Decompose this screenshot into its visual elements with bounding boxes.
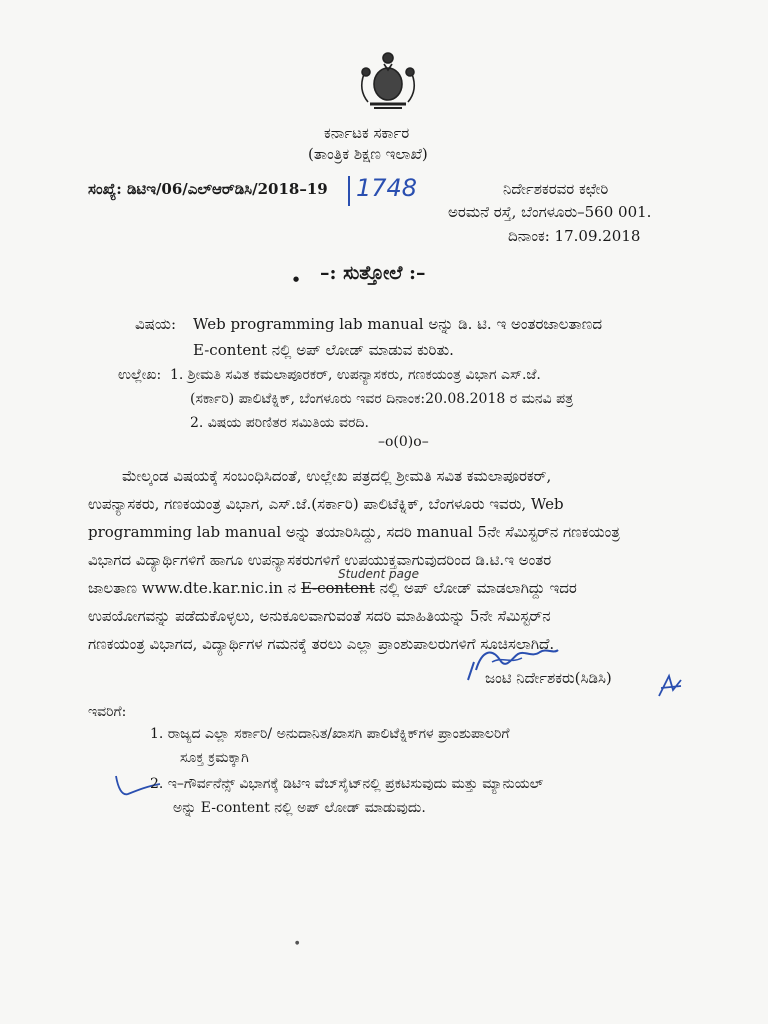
- reference-item-2: 2. ವಿಷಯ ಪರಿಣಿತರ ಸಮಿತಿಯ ವರದಿ.: [190, 415, 369, 431]
- department-name: (ತಾಂತ್ರಿಕ ಶಿಕ್ಷಣ ಇಲಾಖೆ): [308, 145, 428, 163]
- recipient-2a: 2. ಇ–ಗೌರ್ವನೆನ್ಸ್ ವಿಭಾಗಕ್ಕೆ ಡಿಟಿಇ ವೆಬ್‌ಸೈಟ್‌ನಲ್ಲಿ ಪ್ರಕಟಿಸುವುದು ಮತ್ತು ಮ್ಯಾನುಯಲ್: [150, 776, 544, 792]
- handwritten-insert: Student page: [338, 567, 420, 581]
- subject-label: ವಿಷಯ:: [135, 315, 176, 333]
- issue-date: ದಿನಾಂಕ: 17.09.2018: [508, 227, 641, 245]
- subject-line-2: E-content ನಲ್ಲಿ ಅಪ್ ಲೋಡ್ ಮಾಡುವ ಕುರಿತು.: [193, 341, 454, 359]
- body-line-1: ಮೇಲ್ಕಂಡ ವಿಷಯಕ್ಕೆ ಸಂಬಂಧಿಸಿದಂತೆ, ಉಲ್ಲೇಖ ಪತ್ರದಲ್ಲಿ ಶ್ರೀಮತಿ ಸವಿತ ಕಮಲಾಪೂರಕರ್,: [122, 467, 552, 485]
- body-line-5-pre: ಜಾಲತಾಣ www.dte.kar.nic.in ನ: [88, 579, 297, 597]
- office-address: ಅರಮನೆ ರಸ್ತೆ, ಬೆಂಗಳೂರು–560 001.: [448, 203, 652, 221]
- separator: –o(0)o–: [378, 434, 429, 450]
- body-line-7: ಗಣಕಯಂತ್ರ ವಿಭಾಗದ, ವಿದ್ಯಾರ್ಥಿಗಳ ಗಮನಕ್ಕೆ ತರಲು ಎಲ್ಲಾ ಪ್ರಾಂಶುಪಾಲರುಗಳಿಗೆ ಸೂಚಿಸಲಾಗಿದೆ.: [88, 635, 555, 653]
- handwritten-initial-icon: [655, 672, 685, 700]
- body-line-5-post: ನಲ್ಲಿ ಅಪ್ ಲೋಡ್ ಮಾಡಲಾಗಿದ್ದು ಇದರ: [379, 579, 577, 597]
- body-line-5: [88, 567, 688, 602]
- body-line-3: programming lab manual ಅನ್ನು ತಯಾರಿಸಿದ್ದು, ಸದರಿ manual 5ನೇ ಸೆಮಿಸ್ಟರ್‌ನ ಗಣಕಯಂತ್ರ: [88, 523, 620, 541]
- body-line-4: ವಿಭಾಗದ ವಿದ್ಯಾರ್ಥಿಗಳಿಗೆ ಹಾಗೂ ಉಪನ್ಯಾಸಕರುಗಳಿಗೆ ಉಪಯುಕ್ತವಾಗುವುದರಿಂದ ಡಿ.ಟಿ.ಇ ಅಂತರ: [88, 551, 552, 569]
- office-name: ನಿರ್ದೇಶಕರವರ ಕಛೇರಿ: [503, 180, 609, 198]
- reference-item-1a: 1. ಶ್ರೀಮತಿ ಸವಿತ ಕಮಲಾಪೂರಕರ್, ಉಪನ್ಯಾಸಕರು, ಗಣಕಯಂತ್ರ ವಿಭಾಗ ಎಸ್.ಜೆ.: [170, 367, 541, 383]
- struck-e-content: E-content: [300, 579, 375, 597]
- recipient-1a: 1. ರಾಜ್ಯದ ಎಲ್ಲಾ ಸರ್ಕಾರಿ/ ಅನುದಾನಿತ/ಖಾಸಗಿ ಪಾಲಿಟೆಕ್ನಿಕ್‌ಗಳ ಪ್ರಾಂಶುಪಾಲರಿಗೆ: [150, 726, 510, 742]
- title-dot: ●: [293, 275, 300, 283]
- subject-line-1: Web programming lab manual ಅನ್ನು ಡಿ. ಟಿ. ಇ ಅಂತರಜಾಲತಾಣದ: [193, 315, 603, 333]
- handwritten-stroke: [348, 176, 350, 206]
- body-line-6: ಉಪಯೋಗವನ್ನು ಪಡೆದುಕೊಳ್ಳಲು, ಅನುಕೂಲವಾಗುವಂತೆ ಸದರಿ ಮಾಹಿತಿಯನ್ನು 5ನೇ ಸೆಮಿಸ್ಟರ್‌ನ: [88, 607, 551, 625]
- speck: ●: [295, 940, 300, 946]
- recipient-1b: ಸೂಕ್ತ ಕ್ರಮಕ್ಕಾಗಿ: [180, 750, 249, 766]
- body-paragraph: [88, 462, 688, 658]
- signature-designation: ಜಂಟಿ ನಿರ್ದೇಶಕರು(ಸಿಡಿಸಿ): [485, 669, 612, 687]
- karnataka-emblem-icon: [354, 44, 422, 112]
- circular-title: –: ಸುತ್ತೋಲೆ :–: [320, 262, 426, 284]
- reference-number: ಸಂಖ್ಯೆ: ಡಿಟಿಇ/06/ಎಲ್‌ಆರ್‌ಡಿಸಿ/2018–19: [88, 180, 328, 198]
- body-line-2: ಉಪನ್ಯಾಸಕರು, ಗಣಕಯಂತ್ರ ವಿಭಾಗ, ಎಸ್.ಜೆ.(ಸರ್ಕಾರಿ) ಪಾಲಿಟೆಕ್ನಿಕ್, ಬೆಂಗಳೂರು ಇವರು, Web: [88, 495, 564, 513]
- reference-item-1b: (ಸರ್ಕಾರಿ) ಪಾಲಿಟೆಕ್ನಿಕ್, ಬೆಂಗಳೂರು ಇವರ ದಿನಾಂಕ:20.08.2018 ರ ಮನವಿ ಪತ್ರ: [190, 391, 574, 407]
- recipient-2b: ಅನ್ನು E-content ನಲ್ಲಿ ಅಪ್ ಲೋಡ್ ಮಾಡುವುದು.: [173, 800, 426, 816]
- recipients-label: ಇವರಿಗೆ:: [88, 704, 127, 720]
- reference-label: ಉಲ್ಲೇಖ:: [118, 367, 162, 383]
- government-name: ಕರ್ನಾಟಕ ಸರ್ಕಾರ: [324, 124, 410, 142]
- handwritten-number: 1748: [356, 174, 418, 202]
